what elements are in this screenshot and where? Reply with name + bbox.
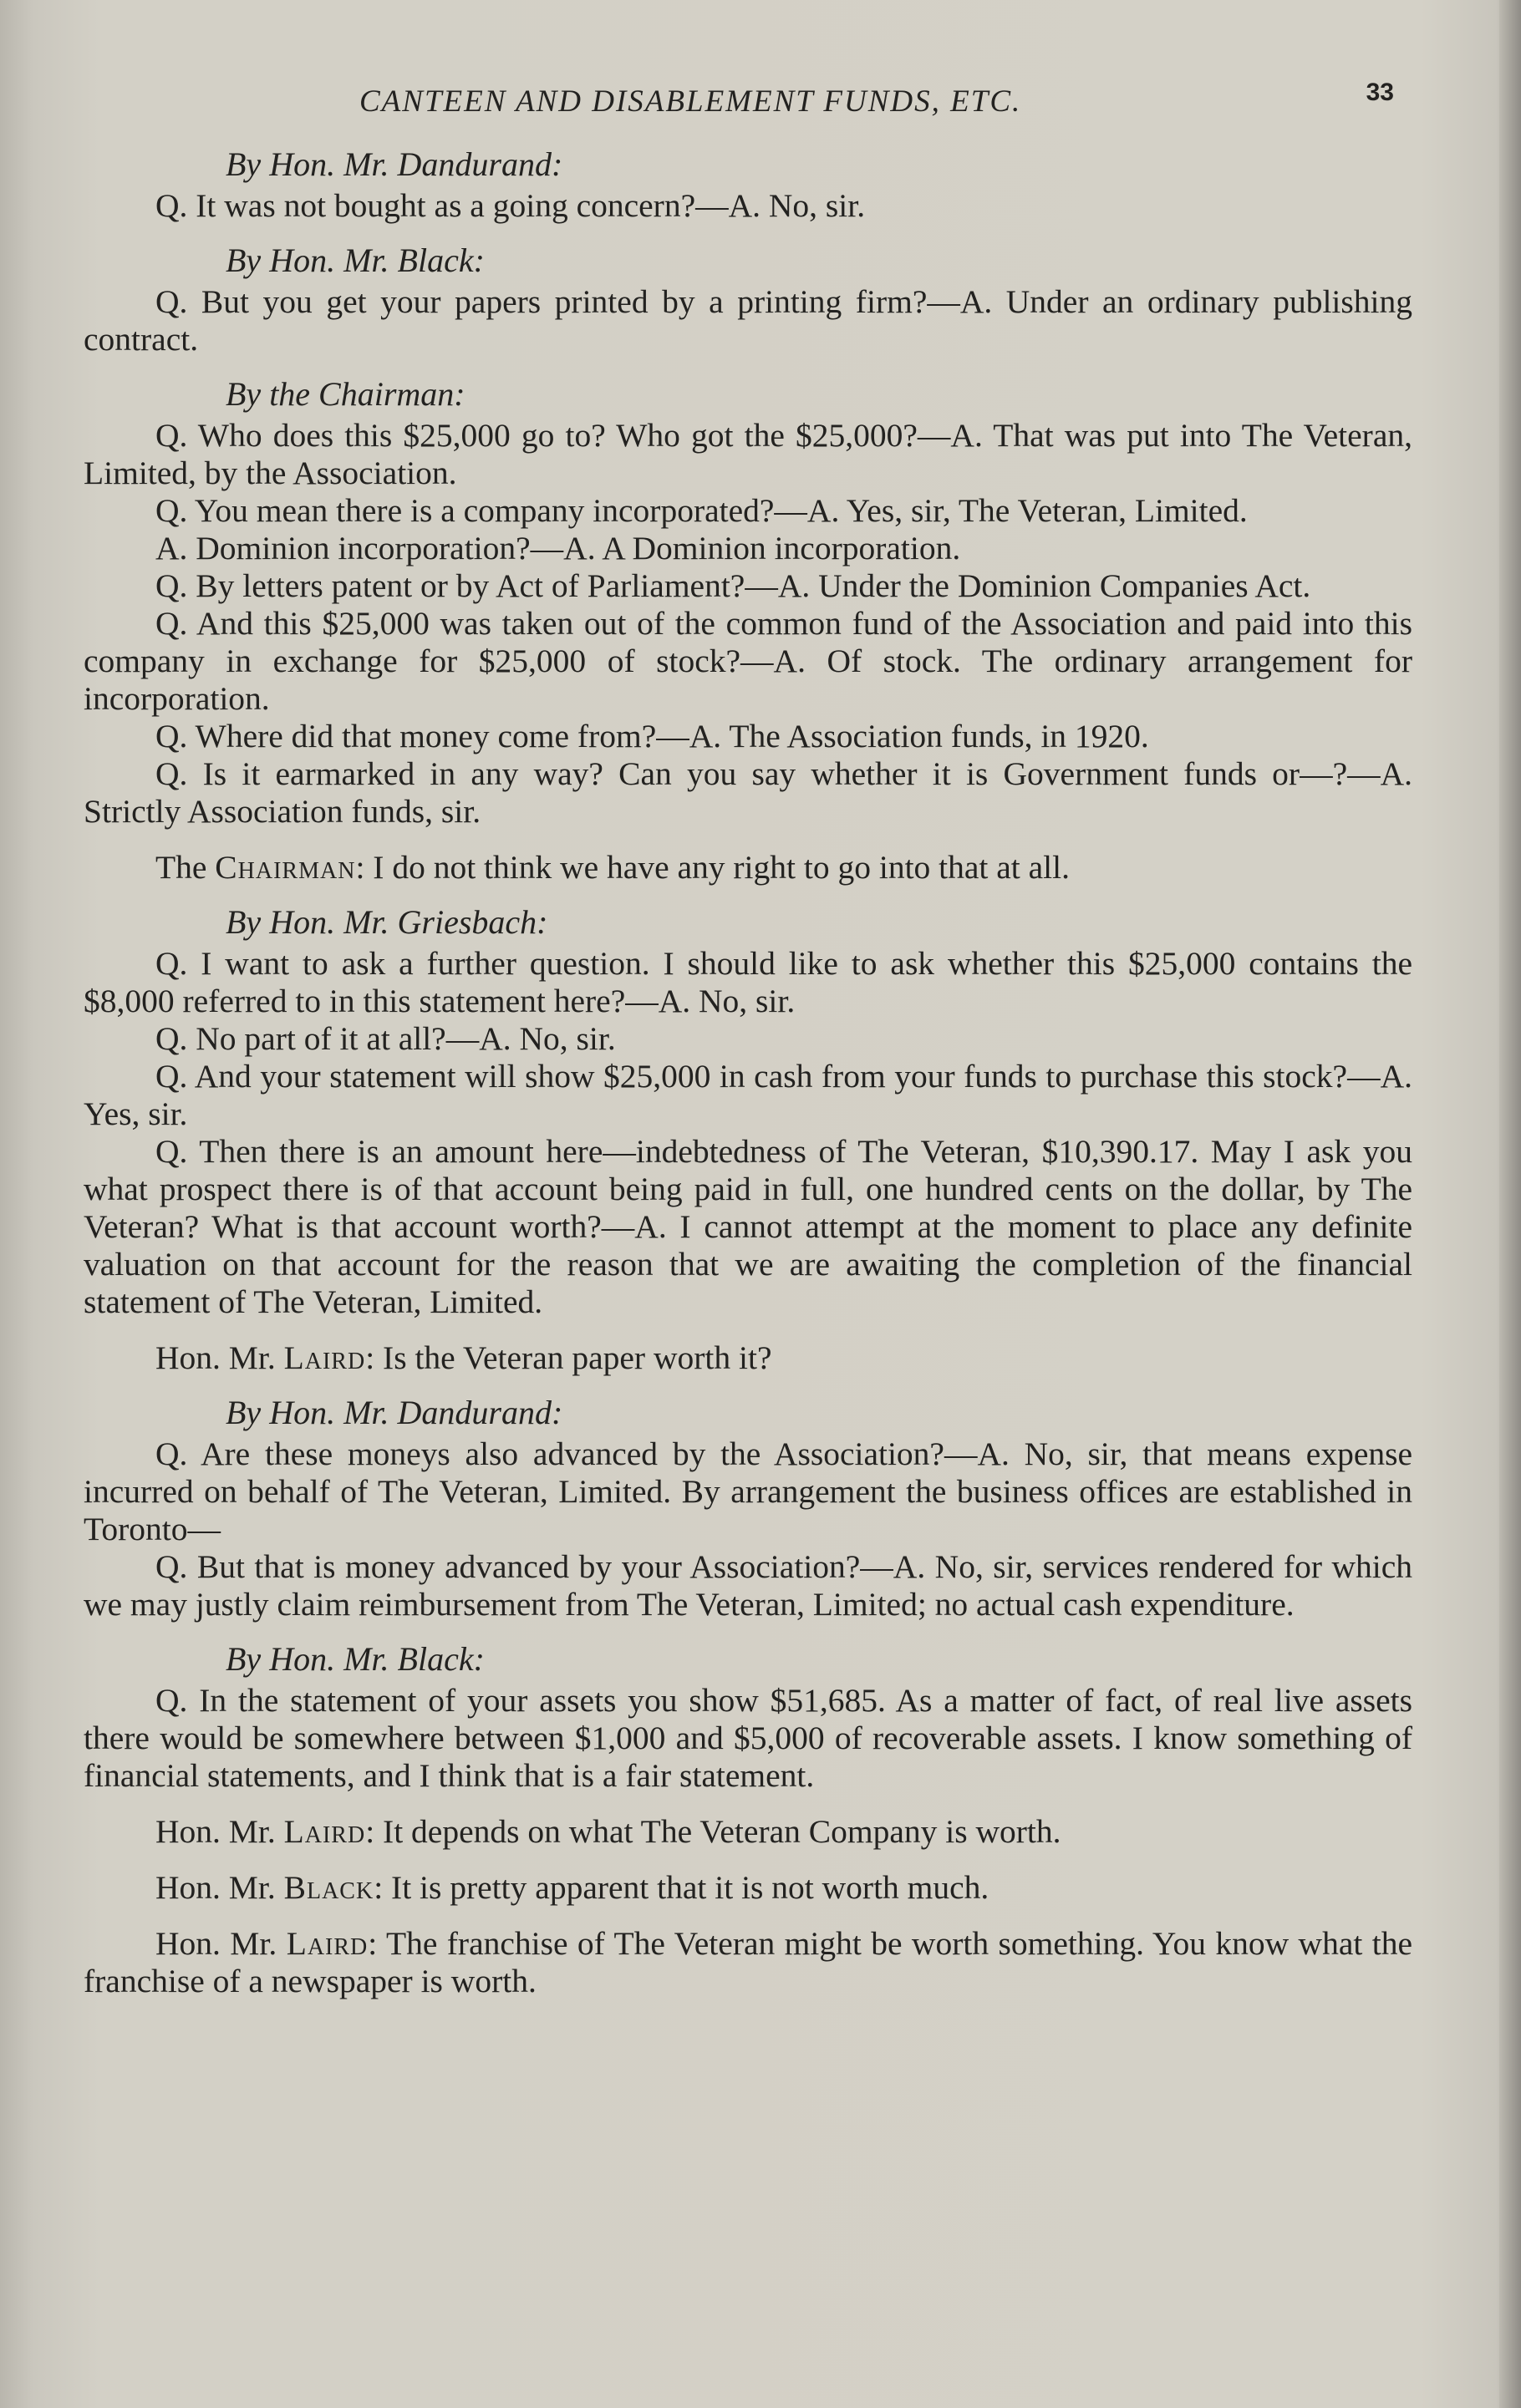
speaker-title: Hon. Mr. — [155, 1869, 284, 1906]
speaker-title: Hon. Mr. — [155, 1813, 284, 1850]
speech-text: : It is pretty apparent that it is not worth much. — [374, 1869, 989, 1906]
question-answer-paragraph: Q. By letters patent or by Act of Parliament?—A. Under the Dominion Companies Act. — [155, 567, 1311, 604]
question-answer-paragraph: Q. Where did that money come from?—A. The Association funds, in 1920. — [155, 718, 1149, 754]
speaker-name: Laird — [283, 1813, 366, 1850]
speaker-title: Hon. Mr. — [155, 1339, 284, 1376]
speaker-name: Chairman — [215, 849, 356, 886]
speech-text: : The franchise of The Veteran might be worth something. You know what the franchise of a newspaper is worth. — [84, 1925, 1412, 1999]
question-answer-paragraph: Q. No part of it at all?—A. No, sir. — [155, 1020, 616, 1057]
speaker-name: Black — [283, 1869, 374, 1906]
examiner-heading: By Hon. Mr. Griesbach: — [226, 903, 548, 941]
question-answer-paragraph: Q. You mean there is a company incorporated?—A. Yes, sir, The Veteran, Limited. — [155, 492, 1248, 529]
question-answer-paragraph: Q. And your statement will show $25,000 in cash from your funds to purchase this stock?—A. Yes, sir. — [84, 1058, 1412, 1132]
question-answer-paragraph: Q. In the statement of your assets you show $51,685. As a matter of fact, of real live assets there would be somewhere between $1,000 and $5,000 of recoverable assets. I know something of financial statements, and I think that is a fair statement. — [84, 1682, 1412, 1794]
running-head — [84, 65, 1412, 140]
page-content — [84, 65, 1412, 2000]
page-edge-shadow — [1499, 0, 1521, 2408]
speaker-paragraph — [84, 1925, 1412, 2000]
body-text — [84, 145, 1412, 2000]
question-answer-paragraph: Q. It was not bought as a going concern?—A. No, sir. — [155, 187, 866, 224]
speaker-name: Laird — [286, 1925, 369, 1962]
question-answer-paragraph: Q. But you get your papers printed by a printing firm?—A. Under an ordinary publishing contract. — [84, 283, 1412, 358]
question-answer-paragraph: Q. I want to ask a further question. I should like to ask whether this $25,000 contains the $8,000 referred to in this statement here?—A. No, sir. — [84, 945, 1412, 1019]
speaker-paragraph — [84, 1339, 1412, 1377]
speech-text: : Is the Veteran paper worth it? — [365, 1339, 772, 1376]
question-answer-paragraph: Q. And this $25,000 was taken out of the common fund of the Association and paid into this company in exchange for $25,000 of stock?—A. Of stock. The ordinary arrangement for incorporation. — [84, 605, 1412, 717]
speaker-title: Hon. Mr. — [155, 1925, 287, 1962]
examiner-heading: By Hon. Mr. Dandurand: — [226, 145, 563, 183]
examiner-heading: By Hon. Mr. Black: — [226, 1640, 485, 1678]
examiner-heading: By Hon. Mr. Black: — [226, 241, 485, 279]
speaker-paragraph — [84, 1869, 1412, 1907]
examiner-heading: By the Chairman: — [226, 375, 465, 413]
running-title: CANTEEN AND DISABLEMENT FUNDS, ETC. — [359, 84, 1022, 119]
speech-text: : I do not think we have any right to go into that at all. — [355, 849, 1071, 886]
question-answer-paragraph: A. Dominion incorporation?—A. A Dominion incorporation. — [155, 530, 961, 566]
speaker-title: The — [155, 849, 216, 886]
question-answer-paragraph: Q. Are these moneys also advanced by the Association?—A. No, sir, that means expense incurred on behalf of The Veteran, Limited. By arrangement the business offices are established in Toronto— — [84, 1435, 1412, 1547]
question-answer-paragraph: Q. Who does this $25,000 go to? Who got the $25,000?—A. That was put into The Veteran, Limited, by the Association. — [84, 417, 1412, 491]
question-answer-paragraph: Q. But that is money advanced by your Association?—A. No, sir, services rendered for which we may justly claim reimbursement from The Veteran, Limited; no actual cash expenditure. — [84, 1548, 1412, 1623]
examiner-heading: By Hon. Mr. Dandurand: — [226, 1394, 563, 1431]
question-answer-paragraph: Q. Then there is an amount here—indebtedness of The Veteran, $10,390.17. May I ask you what prospect there is of that account being paid in full, one hundred cents on the dollar, by The Veteran? What is that account worth?—A. I cannot attempt at the moment to place any definite valuation on that account for the reason that we are awaiting the completion of the financial statement of The Veteran, Limited. — [84, 1133, 1412, 1320]
speech-text: : It depends on what The Veteran Company is worth. — [365, 1813, 1061, 1850]
page-number: 33 — [1366, 79, 1394, 106]
speaker-paragraph — [84, 1813, 1412, 1851]
question-answer-paragraph: Q. Is it earmarked in any way? Can you say whether it is Government funds or—?—A. Strictly Association funds, sir. — [84, 755, 1412, 830]
speaker-name: Laird — [283, 1339, 366, 1376]
speaker-paragraph — [84, 849, 1412, 886]
